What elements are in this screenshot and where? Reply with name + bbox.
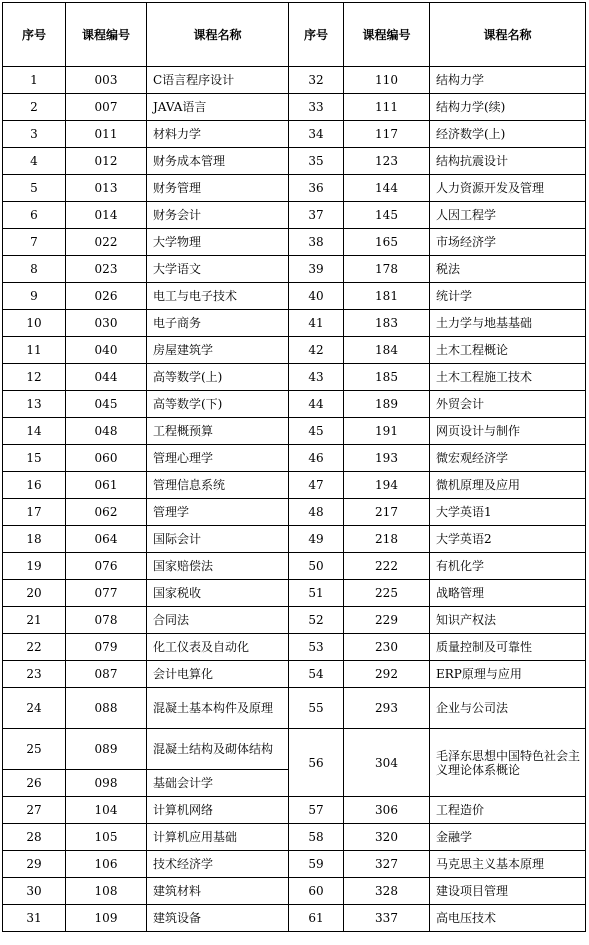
name-cell: 大学英语2: [430, 526, 586, 553]
code-cell: 087: [66, 661, 147, 688]
code-cell: 104: [66, 797, 147, 824]
code-cell: 026: [66, 283, 147, 310]
seq-cell: 28: [3, 824, 66, 851]
code-cell: 328: [344, 878, 430, 905]
code-cell: 181: [344, 283, 430, 310]
name-cell: 微宏观经济学: [430, 445, 586, 472]
name-cell: 毛泽东思想中国特色社会主义理论体系概论: [430, 729, 586, 797]
seq-cell: 27: [3, 797, 66, 824]
seq-cell: 12: [3, 364, 66, 391]
name-cell: 土木工程概论: [430, 337, 586, 364]
code-cell: 111: [344, 94, 430, 121]
table-row: [3, 607, 586, 634]
table-row: [3, 472, 586, 499]
code-cell: 108: [66, 878, 147, 905]
name-cell: 大学语文: [147, 256, 289, 283]
table-row: [3, 229, 586, 256]
seq-cell: 22: [3, 634, 66, 661]
seq-cell: 33: [289, 94, 344, 121]
table-row: [3, 310, 586, 337]
name-cell: 管理信息系统: [147, 472, 289, 499]
seq-cell: 20: [3, 580, 66, 607]
seq-cell: 32: [289, 67, 344, 94]
seq-cell: 44: [289, 391, 344, 418]
seq-cell: 54: [289, 661, 344, 688]
code-cell: 061: [66, 472, 147, 499]
name-cell: 基础会计学: [147, 770, 289, 797]
name-cell: 化工仪表及自动化: [147, 634, 289, 661]
seq-cell: 56: [289, 729, 344, 797]
seq-cell: 24: [3, 688, 66, 729]
seq-cell: 60: [289, 878, 344, 905]
table-row: [3, 364, 586, 391]
name-cell: 建筑设备: [147, 905, 289, 932]
seq-cell: 39: [289, 256, 344, 283]
name-cell: 房屋建筑学: [147, 337, 289, 364]
code-cell: 185: [344, 364, 430, 391]
seq-cell: 35: [289, 148, 344, 175]
header-name-left: 课程名称: [147, 3, 289, 67]
code-cell: 193: [344, 445, 430, 472]
table-row: [3, 283, 586, 310]
name-cell: 高电压技术: [430, 905, 586, 932]
table-body: [3, 67, 586, 932]
code-cell: 218: [344, 526, 430, 553]
seq-cell: 61: [289, 905, 344, 932]
table-row: [3, 337, 586, 364]
course-table: [2, 2, 586, 932]
seq-cell: 53: [289, 634, 344, 661]
name-cell: 电工与电子技术: [147, 283, 289, 310]
name-cell: 结构抗震设计: [430, 148, 586, 175]
code-cell: 076: [66, 553, 147, 580]
seq-cell: 46: [289, 445, 344, 472]
name-cell: 质量控制及可靠性: [430, 634, 586, 661]
seq-cell: 51: [289, 580, 344, 607]
name-cell: ERP原理与应用: [430, 661, 586, 688]
code-cell: 064: [66, 526, 147, 553]
table-row: [3, 67, 586, 94]
header-seq-right: 序号: [289, 3, 344, 67]
table-row: [3, 148, 586, 175]
name-cell: 人力资源开发及管理: [430, 175, 586, 202]
seq-cell: 19: [3, 553, 66, 580]
code-cell: 304: [344, 729, 430, 797]
code-cell: 003: [66, 67, 147, 94]
seq-cell: 49: [289, 526, 344, 553]
name-cell: 马克思主义基本原理: [430, 851, 586, 878]
table-row: [3, 797, 586, 824]
code-cell: 089: [66, 729, 147, 770]
name-cell: 战略管理: [430, 580, 586, 607]
name-cell: C语言程序设计: [147, 67, 289, 94]
name-cell: 混凝土结构及砌体结构: [147, 729, 289, 770]
code-cell: 030: [66, 310, 147, 337]
table-row: [3, 445, 586, 472]
name-cell: 知识产权法: [430, 607, 586, 634]
code-cell: 320: [344, 824, 430, 851]
seq-cell: 43: [289, 364, 344, 391]
seq-cell: 36: [289, 175, 344, 202]
code-cell: 145: [344, 202, 430, 229]
name-cell: 工程造价: [430, 797, 586, 824]
header-seq-left: 序号: [3, 3, 66, 67]
seq-cell: 58: [289, 824, 344, 851]
seq-cell: 16: [3, 472, 66, 499]
seq-cell: 9: [3, 283, 66, 310]
code-cell: 184: [344, 337, 430, 364]
code-cell: 230: [344, 634, 430, 661]
seq-cell: 3: [3, 121, 66, 148]
seq-cell: 34: [289, 121, 344, 148]
code-cell: 123: [344, 148, 430, 175]
name-cell: 高等数学(下): [147, 391, 289, 418]
name-cell: 金融学: [430, 824, 586, 851]
seq-cell: 40: [289, 283, 344, 310]
name-cell: 技术经济学: [147, 851, 289, 878]
code-cell: 225: [344, 580, 430, 607]
code-cell: 110: [344, 67, 430, 94]
seq-cell: 7: [3, 229, 66, 256]
seq-cell: 31: [3, 905, 66, 932]
name-cell: 经济数学(上): [430, 121, 586, 148]
table-row: [3, 94, 586, 121]
seq-cell: 21: [3, 607, 66, 634]
code-cell: 222: [344, 553, 430, 580]
table-row: [3, 661, 586, 688]
name-cell: 结构力学: [430, 67, 586, 94]
table-row: [3, 553, 586, 580]
seq-cell: 45: [289, 418, 344, 445]
table-row: [3, 202, 586, 229]
seq-cell: 48: [289, 499, 344, 526]
code-cell: 191: [344, 418, 430, 445]
name-cell: 市场经济学: [430, 229, 586, 256]
table-row: [3, 418, 586, 445]
name-cell: 统计学: [430, 283, 586, 310]
code-cell: 165: [344, 229, 430, 256]
name-cell: 财务管理: [147, 175, 289, 202]
table-row: [3, 175, 586, 202]
seq-cell: 38: [289, 229, 344, 256]
header-code-left: 课程编号: [66, 3, 147, 67]
table-row: [3, 905, 586, 932]
header-row: [3, 3, 586, 67]
code-cell: 229: [344, 607, 430, 634]
seq-cell: 10: [3, 310, 66, 337]
seq-cell: 23: [3, 661, 66, 688]
code-cell: 013: [66, 175, 147, 202]
seq-cell: 18: [3, 526, 66, 553]
seq-cell: 4: [3, 148, 66, 175]
table-row: [3, 851, 586, 878]
code-cell: 062: [66, 499, 147, 526]
seq-cell: 42: [289, 337, 344, 364]
code-cell: 109: [66, 905, 147, 932]
name-cell: 计算机网络: [147, 797, 289, 824]
name-cell: 财务成本管理: [147, 148, 289, 175]
code-cell: 079: [66, 634, 147, 661]
code-cell: 098: [66, 770, 147, 797]
name-cell: 建设项目管理: [430, 878, 586, 905]
code-cell: 088: [66, 688, 147, 729]
seq-cell: 13: [3, 391, 66, 418]
name-cell: 计算机应用基础: [147, 824, 289, 851]
code-cell: 292: [344, 661, 430, 688]
header-code-right: 课程编号: [344, 3, 430, 67]
seq-cell: 14: [3, 418, 66, 445]
name-cell: 人因工程学: [430, 202, 586, 229]
table-row: [3, 526, 586, 553]
code-cell: 217: [344, 499, 430, 526]
seq-cell: 47: [289, 472, 344, 499]
seq-cell: 11: [3, 337, 66, 364]
table-row: [3, 256, 586, 283]
name-cell: 合同法: [147, 607, 289, 634]
seq-cell: 59: [289, 851, 344, 878]
table-row: [3, 634, 586, 661]
code-cell: 327: [344, 851, 430, 878]
code-cell: 178: [344, 256, 430, 283]
table-row: [3, 580, 586, 607]
table-row: [3, 824, 586, 851]
code-cell: 144: [344, 175, 430, 202]
table-row: [3, 688, 586, 729]
name-cell: 财务会计: [147, 202, 289, 229]
code-cell: 044: [66, 364, 147, 391]
code-cell: 306: [344, 797, 430, 824]
seq-cell: 6: [3, 202, 66, 229]
code-cell: 022: [66, 229, 147, 256]
code-cell: 060: [66, 445, 147, 472]
name-cell: 高等数学(上): [147, 364, 289, 391]
name-cell: 管理学: [147, 499, 289, 526]
seq-cell: 29: [3, 851, 66, 878]
code-cell: 105: [66, 824, 147, 851]
header-name-right: 课程名称: [430, 3, 586, 67]
code-cell: 117: [344, 121, 430, 148]
name-cell: 土力学与地基基础: [430, 310, 586, 337]
name-cell: 微机原理及应用: [430, 472, 586, 499]
seq-cell: 41: [289, 310, 344, 337]
seq-cell: 1: [3, 67, 66, 94]
name-cell: 会计电算化: [147, 661, 289, 688]
name-cell: 材料力学: [147, 121, 289, 148]
name-cell: 有机化学: [430, 553, 586, 580]
name-cell: 土木工程施工技术: [430, 364, 586, 391]
code-cell: 183: [344, 310, 430, 337]
name-cell: 国际会计: [147, 526, 289, 553]
name-cell: 结构力学(续): [430, 94, 586, 121]
name-cell: 工程概预算: [147, 418, 289, 445]
seq-cell: 50: [289, 553, 344, 580]
code-cell: 337: [344, 905, 430, 932]
code-cell: 011: [66, 121, 147, 148]
name-cell: 国家税收: [147, 580, 289, 607]
code-cell: 012: [66, 148, 147, 175]
table-row: [3, 391, 586, 418]
table-row: [3, 729, 586, 770]
seq-cell: 17: [3, 499, 66, 526]
seq-cell: 57: [289, 797, 344, 824]
name-cell: 税法: [430, 256, 586, 283]
name-cell: 外贸会计: [430, 391, 586, 418]
seq-cell: 5: [3, 175, 66, 202]
name-cell: 国家赔偿法: [147, 553, 289, 580]
code-cell: 007: [66, 94, 147, 121]
seq-cell: 15: [3, 445, 66, 472]
code-cell: 045: [66, 391, 147, 418]
name-cell: 建筑材料: [147, 878, 289, 905]
seq-cell: 25: [3, 729, 66, 770]
code-cell: 194: [344, 472, 430, 499]
code-cell: 014: [66, 202, 147, 229]
seq-cell: 30: [3, 878, 66, 905]
seq-cell: 8: [3, 256, 66, 283]
name-cell: 网页设计与制作: [430, 418, 586, 445]
name-cell: 大学物理: [147, 229, 289, 256]
code-cell: 293: [344, 688, 430, 729]
code-cell: 048: [66, 418, 147, 445]
seq-cell: 55: [289, 688, 344, 729]
name-cell: 大学英语1: [430, 499, 586, 526]
name-cell: 电子商务: [147, 310, 289, 337]
seq-cell: 52: [289, 607, 344, 634]
name-cell: 管理心理学: [147, 445, 289, 472]
code-cell: 040: [66, 337, 147, 364]
name-cell: JAVA语言: [147, 94, 289, 121]
table-row: [3, 499, 586, 526]
seq-cell: 2: [3, 94, 66, 121]
code-cell: 078: [66, 607, 147, 634]
seq-cell: 37: [289, 202, 344, 229]
table-row: [3, 878, 586, 905]
name-cell: 企业与公司法: [430, 688, 586, 729]
code-cell: 106: [66, 851, 147, 878]
code-cell: 189: [344, 391, 430, 418]
seq-cell: 26: [3, 770, 66, 797]
name-cell: 混凝土基本构件及原理: [147, 688, 289, 729]
code-cell: 077: [66, 580, 147, 607]
table-row: [3, 121, 586, 148]
code-cell: 023: [66, 256, 147, 283]
